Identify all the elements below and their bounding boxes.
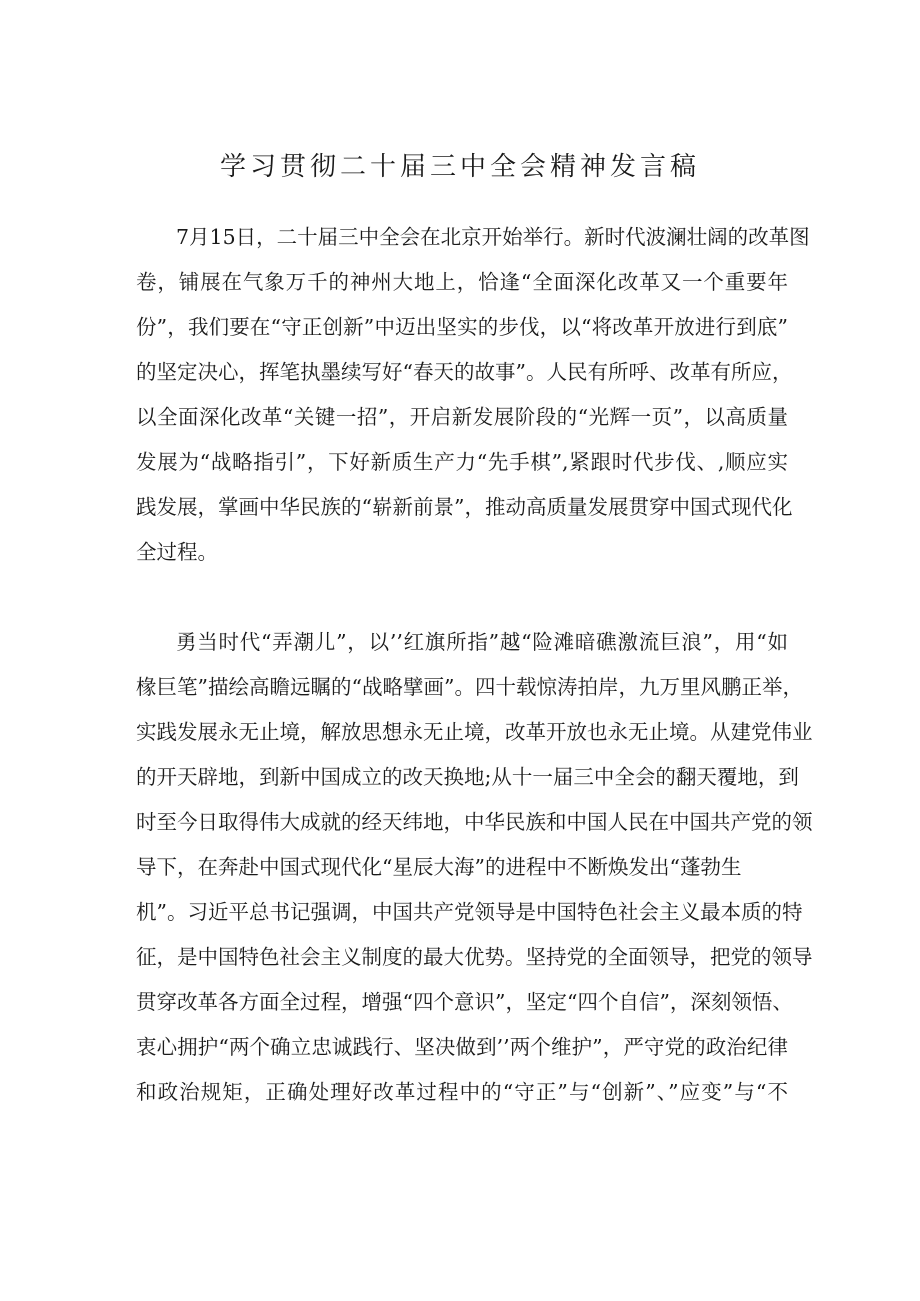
paragraph-1-line-1: 7月15日，二十届三中全会在北京开始举行。新时代波澜壮阔的改革图 [176,225,810,249]
paragraph-2-line-4: 的开天辟地，到新中国成立的改天换地;从十一届三中全会的翻天覆地，到 [136,765,799,789]
paragraph-2-line-9: 贯穿改革各方面全过程，增强“四个意识”，坚定“四个自信”，深刻领悟、 [136,990,793,1014]
paragraph-2-line-6: 导下，在奔赴中国式现代化“星辰大海”的进程中不断焕发出“蓬勃生 [136,855,742,879]
paragraph-2-line-1: 勇当时代“弄潮儿”，以’’红旗所指”越“险滩暗礁激流巨浪”，用“如 [176,630,788,654]
paragraph-2-line-10: 衷心拥护“两个确立忠诚践行、坚决做到’’两个维护”，严守党的政治纪律 [136,1035,788,1059]
paragraph-1-line-8: 全过程。 [136,540,218,564]
paragraph-1-line-5: 以全面深化改革“关键一招”，开启新发展阶段的“光辉一页”，以高质量 [136,405,788,429]
paragraph-1-line-6: 发展为“战略指引”，下好新质生产力“先手棋”,紧跟时代步伐、,顺应实 [136,450,788,474]
paragraph-1-line-2: 卷，铺展在气象万千的神州大地上，恰逢“全面深化改革又一个重要年 [136,270,788,294]
document-title: 学习贯彻二十届三中全会精神发言稿 [219,152,700,182]
paragraph-2-line-3: 实践发展永无止境，解放思想永无止境，改革开放也永无止境。从建党伟业 [136,720,813,744]
paragraph-2-line-5: 时至今日取得伟大成就的经天纬地，中华民族和中国人民在中国共产党的领 [136,810,813,834]
paragraph-2-line-11: 和政治规矩，正确处理好改革过程中的“守正”与“创新”、”应变”与“不 [136,1080,788,1104]
paragraph-1-line-4: 的坚定决心，挥笔执墨续写好“春天的故事”。人民有所呼、改革有所应， [136,360,793,384]
paragraph-1-line-7: 践发展，掌画中华民族的“崭新前景”，推动高质量发展贯穿中国式现代化 [136,495,793,519]
paragraph-2-line-2: 椽巨笔”描绘高瞻远瞩的“战略擘画”。四十载惊涛拍岸，九万里风鹏正举， [136,675,803,699]
paragraph-2-line-8: 征，是中国特色社会主义制度的最大优势。坚持党的全面领导，把党的领导 [136,945,813,969]
paragraph-2-line-7: 机”。习近平总书记强调，中国共产党领导是中国特色社会主义最本质的特 [136,900,803,924]
paragraph-1-line-3: 份”，我们要在“守正创新”中迈出坚实的步伐，以“将改革开放进行到底” [136,315,788,339]
